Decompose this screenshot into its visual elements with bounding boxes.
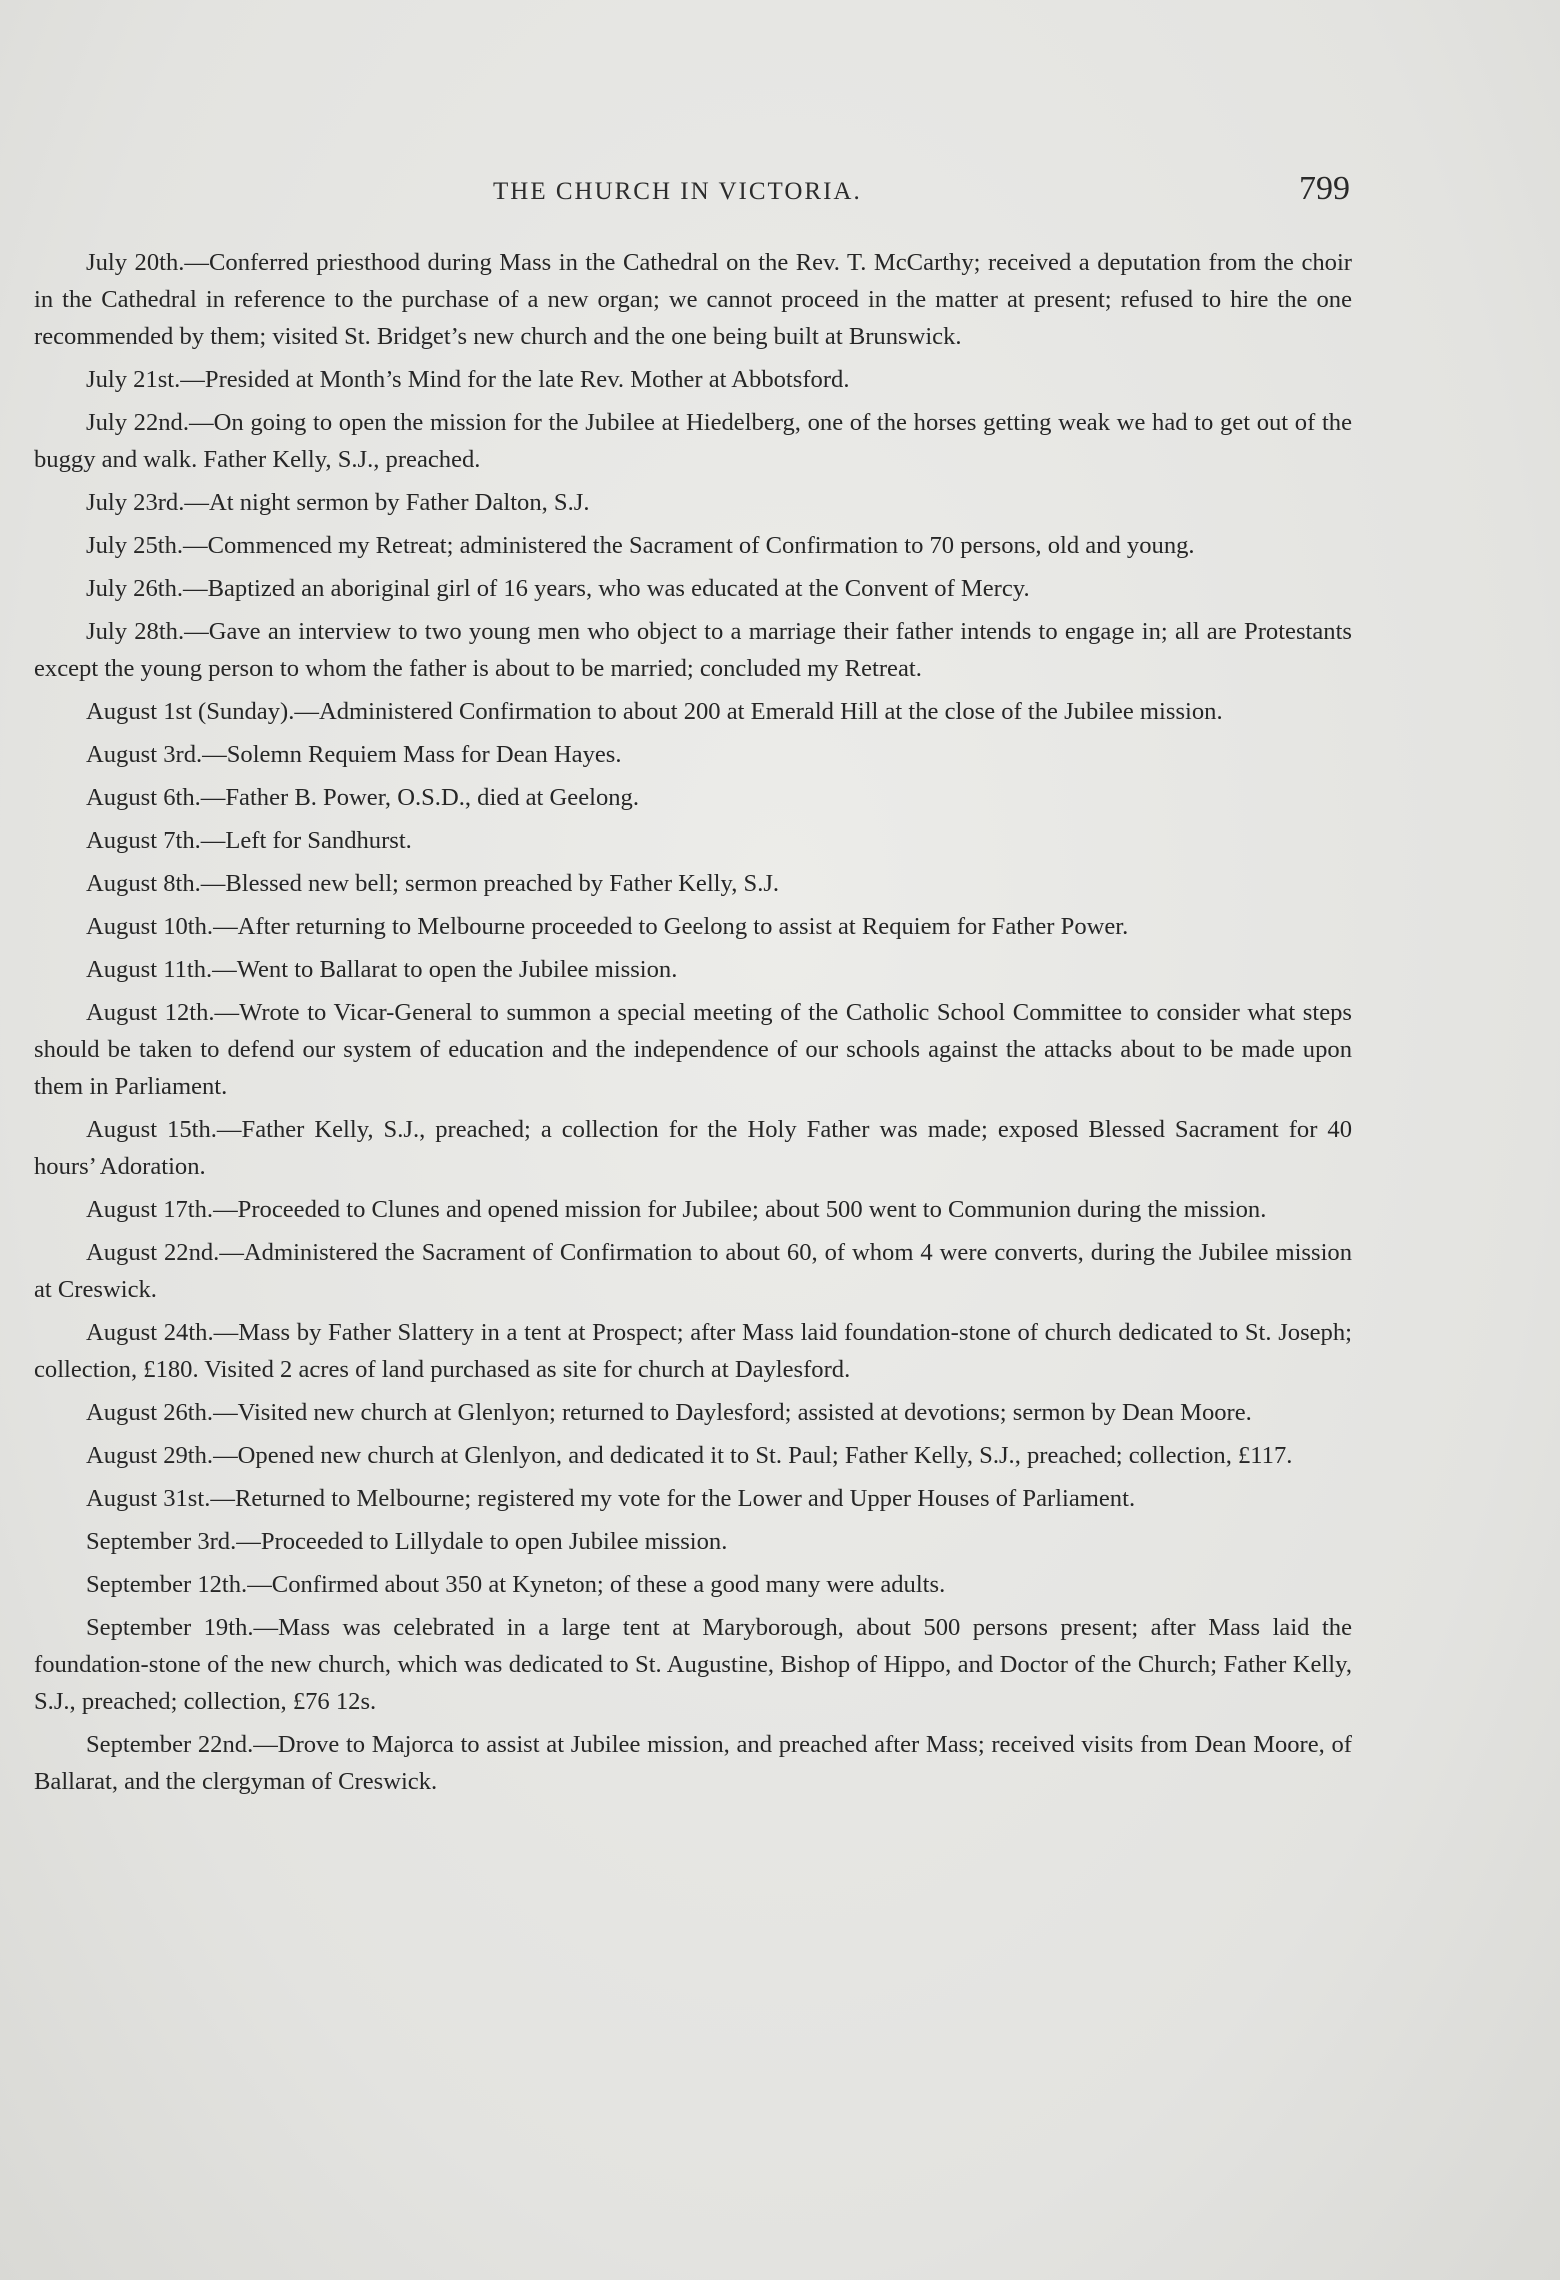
diary-entry: August 29th.—Opened new church at Glenlyon, and dedicated it to St. Paul; Father Kelly, S.J., preached; collection, £117. [86,1442,1293,1469]
page-number: 799 [1299,170,1350,207]
diary-entry: July 28th.—Gave an interview to two young men who object to a marriage their father intends to engage in; all are Protestants except the young person to whom the father is about to be married; concluded my Retreat. [34,618,1352,682]
diary-entry: August 24th.—Mass by Father Slattery in a tent at Prospect; after Mass laid foundation-stone of church dedicated to St. Joseph; collection, £180. Visited 2 acres of land purchased as site for church at Daylesford. [34,1319,1352,1383]
diary-entry: July 23rd.—At night sermon by Father Dalton, S.J. [86,489,590,516]
diary-entry: August 31st.—Returned to Melbourne; registered my vote for the Lower and Upper Houses of Parliament. [86,1485,1136,1512]
diary-entry: July 25th.—Commenced my Retreat; administered the Sacrament of Confirmation to 70 persons, old and young. [86,532,1195,559]
diary-entry: July 26th.—Baptized an aboriginal girl of 16 years, who was educated at the Convent of Mercy. [86,575,1030,602]
diary-entry: August 26th.—Visited new church at Glenlyon; returned to Daylesford; assisted at devotions; sermon by Dean Moore. [86,1399,1252,1426]
diary-entry: July 21st.—Presided at Month’s Mind for the late Rev. Mother at Abbotsford. [86,366,850,393]
diary-entry: September 19th.—Mass was celebrated in a large tent at Maryborough, about 500 persons present; after Mass laid the foundation-stone of the new church, which was dedicated to St. Augustine, Bishop of Hippo, and Doctor of the Church; Father Kelly, S.J., preached; collection, £76 12s. [34,1614,1352,1715]
diary-entry: August 12th.—Wrote to Vicar-General to summon a special meeting of the Catholic School Committee to consider what steps should be taken to defend our system of education and the independence of our schools against the attacks about to be made upon them in Parliament. [34,999,1352,1100]
diary-entry: August 6th.—Father B. Power, O.S.D., died at Geelong. [86,784,639,811]
diary-entry: July 20th.—Conferred priesthood during Mass in the Cathedral on the Rev. T. McCarthy; received a deputation from the choir in the Cathedral in reference to the purchase of a new organ; we cannot proceed in the matter at present; refused to hire the one recommended by them; visited St. Bridget’s new church and the one being built at Brunswick. [34,249,1352,350]
diary-entry: August 1st (Sunday).—Administered Confirmation to about 200 at Emerald Hill at the close of the Jubilee mission. [86,698,1223,725]
diary-entries [34,244,1352,1806]
diary-entry: August 10th.—After returning to Melbourne proceeded to Geelong to assist at Requiem for Father Power. [86,913,1129,940]
diary-entry: September 22nd.—Drove to Majorca to assist at Jubilee mission, and preached after Mass; received visits from Dean Moore, of Ballarat, and the clergyman of Creswick. [34,1731,1352,1795]
page-header [0,170,1560,220]
diary-entry: September 3rd.—Proceeded to Lillydale to open Jubilee mission. [86,1528,728,1555]
diary-entry: August 3rd.—Solemn Requiem Mass for Dean Hayes. [86,741,622,768]
diary-entry: August 7th.—Left for Sandhurst. [86,827,412,854]
diary-entry: August 22nd.—Administered the Sacrament of Confirmation to about 60, of whom 4 were converts, during the Jubilee mission at Creswick. [34,1239,1352,1303]
diary-entry: August 17th.—Proceeded to Clunes and opened mission for Jubilee; about 500 went to Communion during the mission. [86,1196,1267,1223]
diary-entry: August 11th.—Went to Ballarat to open the Jubilee mission. [86,956,678,983]
diary-entry: August 15th.—Father Kelly, S.J., preached; a collection for the Holy Father was made; exposed Blessed Sacrament for 40 hours’ Adoration. [34,1116,1352,1180]
diary-entry: August 8th.—Blessed new bell; sermon preached by Father Kelly, S.J. [86,870,780,897]
running-title: THE CHURCH IN VICTORIA. [493,178,862,205]
diary-entry: September 12th.—Confirmed about 350 at Kyneton; of these a good many were adults. [86,1571,946,1598]
diary-entry: July 22nd.—On going to open the mission for the Jubilee at Hiedelberg, one of the horses getting weak we had to get out of the buggy and walk. Father Kelly, S.J., preached. [34,409,1352,473]
